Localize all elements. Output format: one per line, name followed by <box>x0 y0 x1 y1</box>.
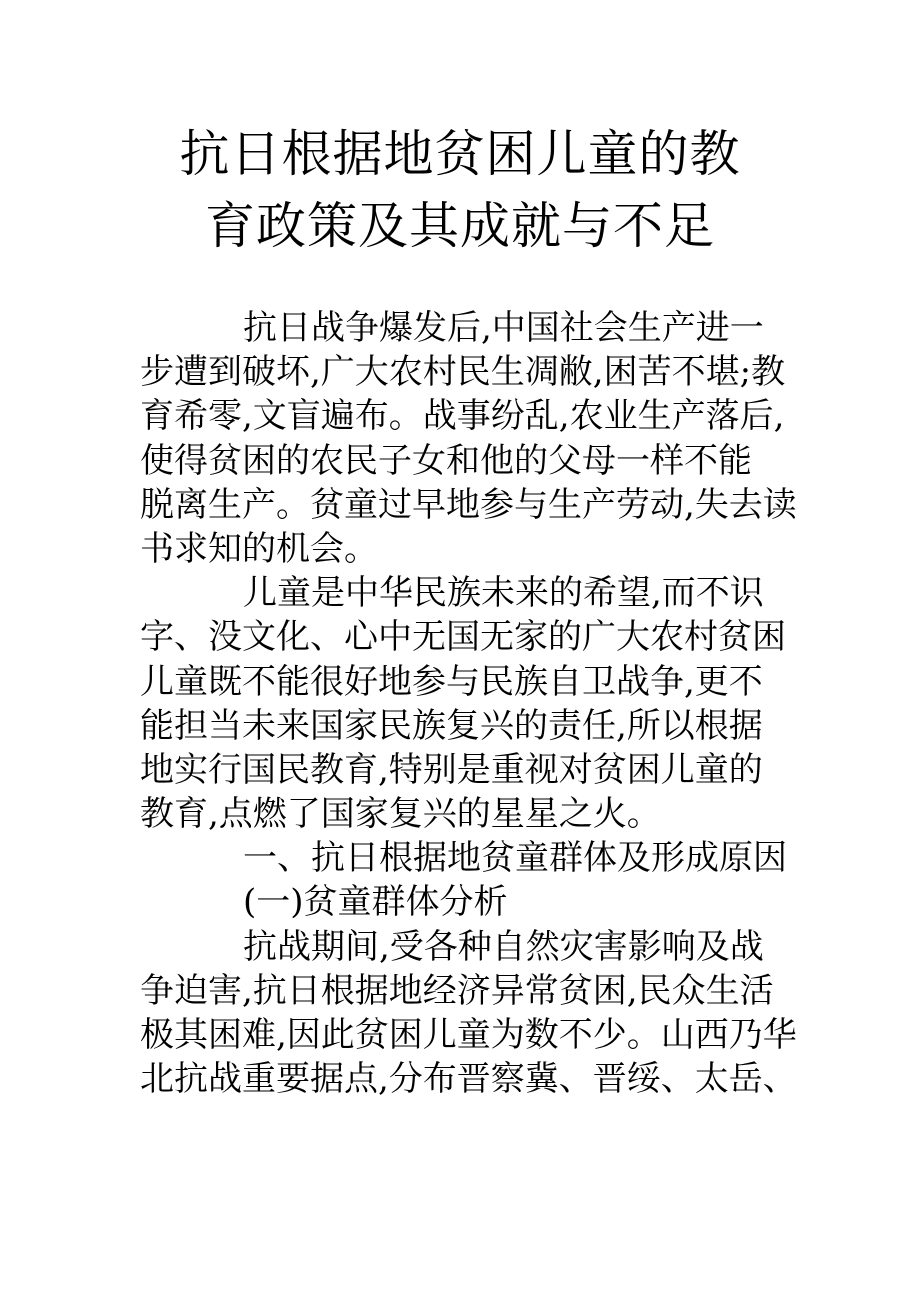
section-heading <box>140 836 787 880</box>
subsection-heading-text: (一)贫童群体分析 <box>243 882 508 923</box>
text-line: 争迫害,抗日根据地经济异常贫困,民众生活 <box>140 970 774 1011</box>
section-heading-text: 一、抗日根据地贫童群体及形成原因 <box>243 838 787 879</box>
text-line: 北抗战重要据点,分布晋察冀、晋绥、太岳、 <box>140 1059 797 1100</box>
text-line: 脱离生产。贫童过早地参与生产劳动,失去读 <box>140 484 797 525</box>
subsection-heading <box>140 880 780 924</box>
text-line: 儿童既不能很好地参与民族自卫战争,更不 <box>140 661 763 702</box>
text-line: 使得贫困的农民子女和他的父母一样不能 <box>140 440 752 481</box>
text-line: 儿童是中华民族未来的希望,而不识 <box>243 573 764 614</box>
paragraph-2 <box>140 571 786 836</box>
text-line: 地实行国民教育,特别是重视对贫困儿童的 <box>140 749 763 790</box>
text-line: 抗日战争爆发后,中国社会生产进一 <box>243 308 764 348</box>
title-line-2: 育政策及其成就与不足 <box>205 197 715 255</box>
title-line-1: 抗日根据地贫困儿童的教 <box>179 125 741 183</box>
paragraph-1 <box>140 306 797 571</box>
text-line: 育希零,文盲遍布。战事纷乱,农业生产落后, <box>140 396 785 437</box>
text-line: 教育,点燃了国家复兴的星星之火。 <box>140 794 661 835</box>
paragraph-3 <box>140 925 797 1102</box>
text-line: 能担当未来国家民族复兴的责任,所以根据 <box>140 705 763 746</box>
text-line: 字、没文化、心中无国无家的广大农村贫困 <box>140 617 786 658</box>
document-body <box>140 306 797 1101</box>
text-line: 抗战期间,受各种自然灾害影响及战 <box>243 926 764 967</box>
text-line: 极其困难,因此贫困儿童为数不少。山西乃华 <box>140 1015 797 1055</box>
document-title <box>140 118 780 262</box>
text-line: 步遭到破坏,广大农村民生凋敝,困苦不堪;教 <box>140 352 786 393</box>
text-line: 书求知的机会。 <box>140 528 378 569</box>
